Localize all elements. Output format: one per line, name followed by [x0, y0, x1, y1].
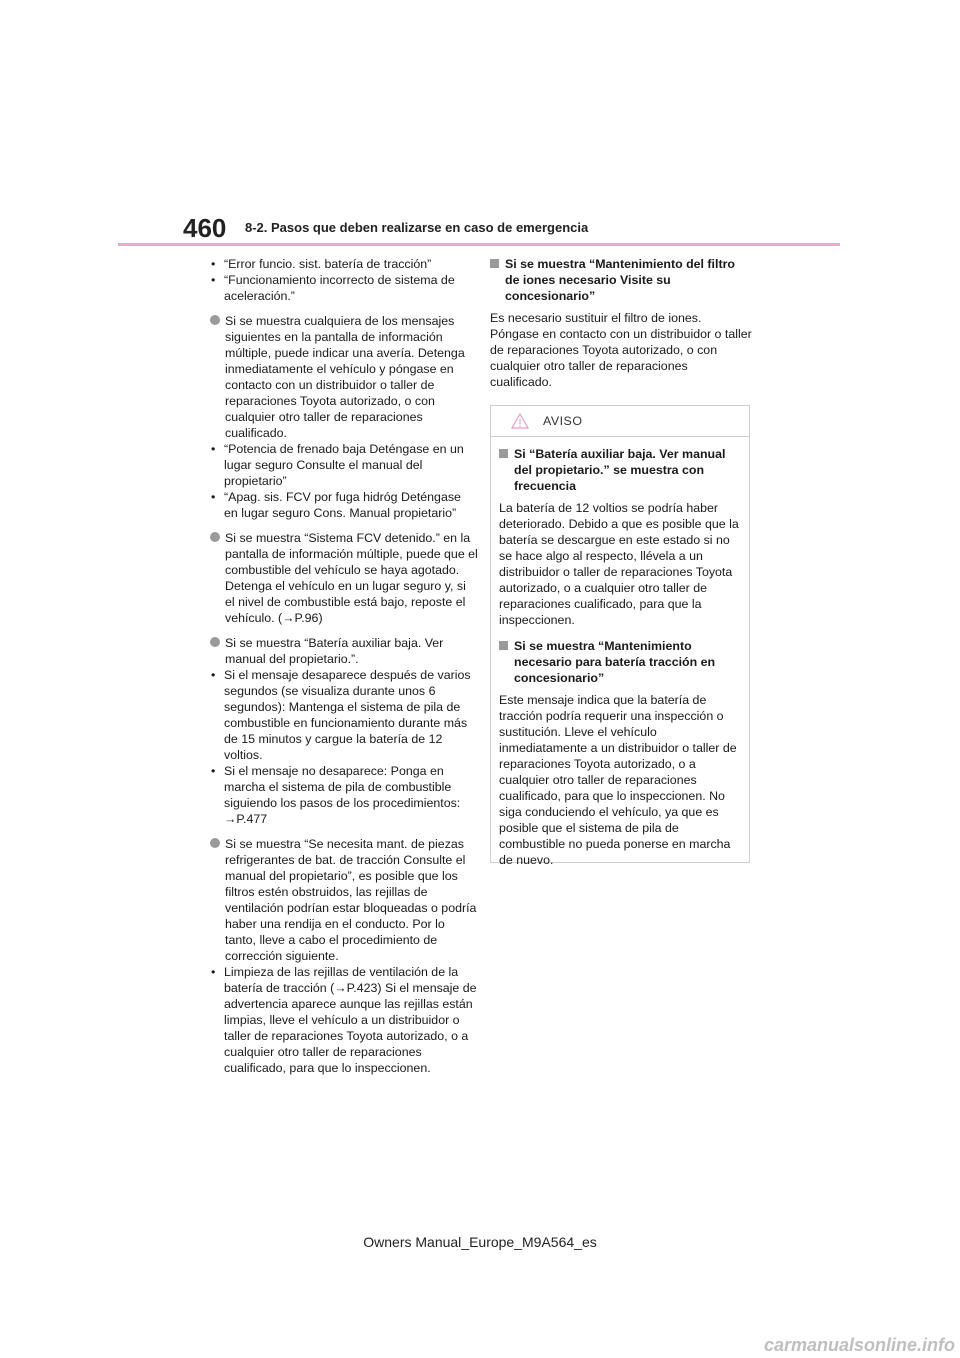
filter-text: Es necesario sustituir el filtro de iones. Póngase en contacto con un distribuidor o taller de reparaciones Toyota autorizado, o con cualquier otro taller de reparaciones cualificado. — [490, 311, 752, 389]
square-bullet-icon — [499, 449, 508, 458]
warning-header — [491, 406, 749, 437]
item-text: Si se muestra “Se necesita mant. de piezas refrigerantes de bat. de tracción Consulte el manual del propietario”, es posible que los filtros estén obstruidos, las rejillas de ventilación podrían estar bloqueadas o podría haber una rendija en el conducto. Por lo tanto, lleve a cabo el procedimiento de corrección siguiente. — [225, 837, 477, 963]
watermark: carmanualsonline.info — [763, 1335, 955, 1355]
intro-bullet: • “Error funcio. sist. batería de tracción” — [210, 256, 478, 272]
sub-bullet: • “Apag. sis. FCV por fuga hidróg Deténgase en lugar seguro Cons. Manual propietario” — [210, 489, 478, 521]
bullet-dot-icon — [210, 838, 220, 848]
footer-manual-id: Owners Manual_Europe_M9A564_es — [363, 1234, 597, 1250]
warning-heading: Si “Batería auxiliar baja. Ver manual del propietario.” se muestra con frecuencia — [514, 447, 726, 493]
list-item — [210, 635, 478, 827]
header-rule — [118, 243, 840, 246]
filter-section — [490, 256, 752, 304]
warning-text: Este mensaje indica que la batería de tracción podría requerir una inspección o sustitución. Lleve el vehículo inmediatamente a un distribuidor o taller de reparaciones Toyota autorizado, o a cualquier otro taller de reparaciones cualificado, para que lo inspeccionen. No siga conduciendo el vehículo, ya que es posible que el sistema de pila de combustible no pueda ponerse en marcha de nuevo. — [499, 693, 737, 867]
sub-bullet: • “Potencia de frenado baja Deténgase en un lugar seguro Consulte el manual del propietario” — [210, 441, 478, 489]
right-column — [490, 256, 752, 390]
warning-section — [499, 446, 741, 494]
page-number: 460 — [183, 213, 227, 243]
square-bullet-icon — [490, 259, 499, 268]
warning-section — [499, 638, 741, 686]
sub-bullet: • Si el mensaje desaparece después de varios segundos (se visualiza durante unos 6 segundos): Mantenga el sistema de pila de combustible en funcionamiento durante más de 15 minutos y cargue la batería de 12 voltios. — [210, 667, 478, 763]
list-item — [210, 836, 478, 1076]
warning-heading: Si se muestra “Mantenimiento necesario para batería tracción en concesionario” — [514, 639, 716, 685]
sub-bullet: • Limpieza de las rejillas de ventilación de la batería de tracción (→P.423) Si el mensaje de advertencia aparece aunque las rejillas están limpias, lleve el vehículo a un distribuidor o taller de reparaciones Toyota autorizado, o a cualquier otro taller de reparaciones cualificado, para que lo inspeccionen. — [210, 964, 478, 1076]
filter-heading: Si se muestra “Mantenimiento del filtro de iones necesario Visite su concesionario” — [505, 257, 735, 303]
item-text: Si se muestra “Sistema FCV detenido.” en la pantalla de información múltiple, puede que el combustible del vehículo se haya agotado. Detenga el vehículo en un lugar seguro y, si el nivel de combustible está bajo, reposte el vehículo. (→P.96) — [225, 531, 478, 625]
item-text: Si se muestra cualquiera de los mensajes siguientes en la pantalla de información múltiple, puede indicar una avería. Detenga inmediatamente el vehículo y póngase en contacto con un distribuidor o taller de reparaciones Toyota autorizado, o con cualquier otro taller de reparaciones cualificado. — [225, 314, 465, 440]
list-item — [210, 313, 478, 521]
left-column — [210, 256, 478, 1076]
square-bullet-icon — [499, 641, 508, 650]
intro-bullet: • “Funcionamiento incorrecto de sistema de aceleración.” — [210, 272, 478, 304]
warning-label: AVISO — [543, 414, 583, 428]
bullet-dot-icon — [210, 532, 220, 542]
warning-box — [490, 405, 750, 867]
warning-triangle-icon — [511, 413, 529, 429]
sub-bullet: • Si el mensaje no desaparece: Ponga en marcha el sistema de pila de combustible siguiendo los pasos de los procedimientos: →P.477 — [210, 763, 478, 827]
warning-text: La batería de 12 voltios se podría haber deteriorado. Debido a que es posible que la batería se descargue en este estado si no se hace algo al respecto, llévela a un distribuidor o taller de reparaciones Toyota autorizado, o a cualquier otro taller de reparaciones cualificado, para que la inspeccionen. — [499, 501, 739, 627]
list-item — [210, 530, 478, 626]
section-title: 8-2. Pasos que deben realizarse en caso de emergencia — [245, 220, 589, 235]
bullet-dot-icon — [210, 637, 220, 647]
warning-body — [491, 437, 749, 868]
item-text: Si se muestra “Batería auxiliar baja. Ver manual del propietario.”. — [225, 636, 444, 666]
bullet-dot-icon — [210, 315, 220, 325]
